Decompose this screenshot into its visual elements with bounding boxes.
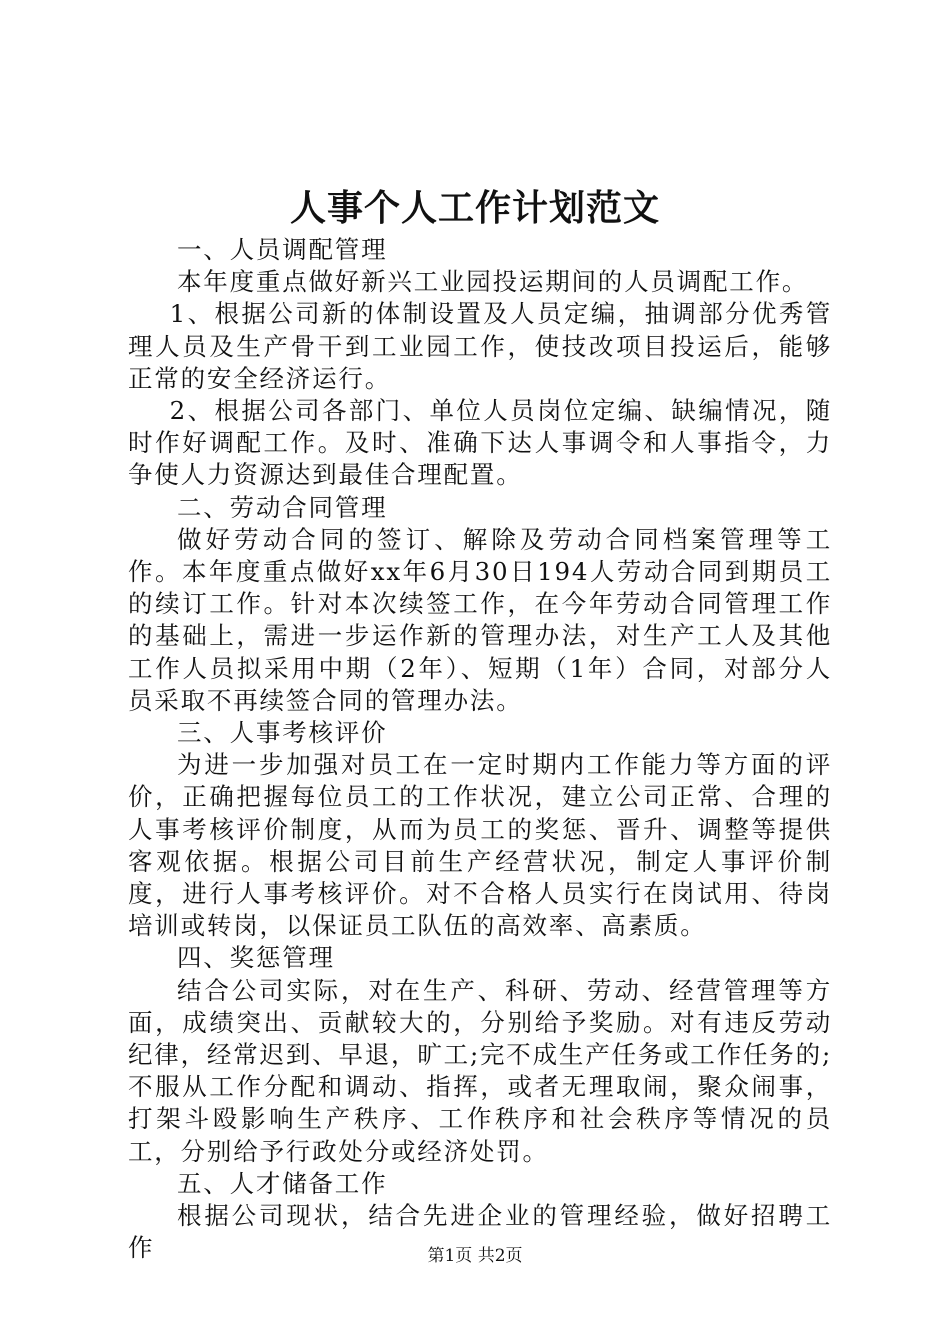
document-title: 人事个人工作计划范文 [289, 187, 660, 229]
section-heading-4: 四、奖惩管理 [177, 943, 335, 973]
paragraph: 根据公司现状，结合先进企业的管理经验，做好招聘工作 [128, 1201, 832, 1263]
paragraph: 2、根据公司各部门、单位人员岗位定编、缺编情况，随时作好调配工作。及时、准确下达人事调令和人事指令，力争使人力资源达到最佳合理配置。 [128, 396, 832, 490]
paragraph: 本年度重点做好新兴工业园投运期间的人员调配工作。 [177, 267, 809, 297]
paragraph: 结合公司实际，对在生产、科研、劳动、经营管理等方面，成绩突出、贡献较大的，分别给予奖励。对有违反劳动纪律，经常迟到、早退，旷工;完不成生产任务或工作任务的;不服从工作分配和调动、指挥，或者无理取闹，聚众闹事，打架斗殴影响生产秩序、工作秩序和社会秩序等情况的员工，分别给予行政处分或经济处罚。 [128, 975, 832, 1166]
section-heading-1: 一、人员调配管理 [177, 235, 388, 264]
section-heading-5: 五、人才储备工作 [177, 1168, 388, 1198]
section-heading-3: 三、人事考核评价 [177, 718, 388, 748]
paragraph: 为进一步加强对员工在一定时期内工作能力等方面的评价，正确把握每位员工的工作状况，建立公司正常、合理的人事考核评价制度，从而为员工的奖惩、晋升、调整等提供客观依据。根据公司目前生产经营状况，制定人事评价制度，进行人事考核评价。对不合格人员实行在岗试用、待岗培训或转岗，以保证员工队伍的高效率、高素质。 [128, 750, 832, 941]
section-heading-2: 二、劳动合同管理 [177, 492, 388, 522]
paragraph: 做好劳动合同的签订、解除及劳动合同档案管理等工作。本年度重点做好xx年6月30日194人劳动合同到期员工的续订工作。针对本次续签工作，在今年劳动合同管理工作的基础上，需进一步运作新的管理办法，对生产工人及其他工作人员拟采用中期（2年）、短期（1年）合同，对部分人员采取不再续签合同的管理办法。 [128, 524, 832, 715]
paragraph: 1、根据公司新的体制设置及人员定编，抽调部分优秀管理人员及生产骨干到工业园工作，使技改项目投运后，能够正常的安全经济运行。 [128, 299, 832, 393]
page-footer: 第1页 共2页 [427, 1246, 523, 1266]
document-body [128, 234, 832, 1265]
